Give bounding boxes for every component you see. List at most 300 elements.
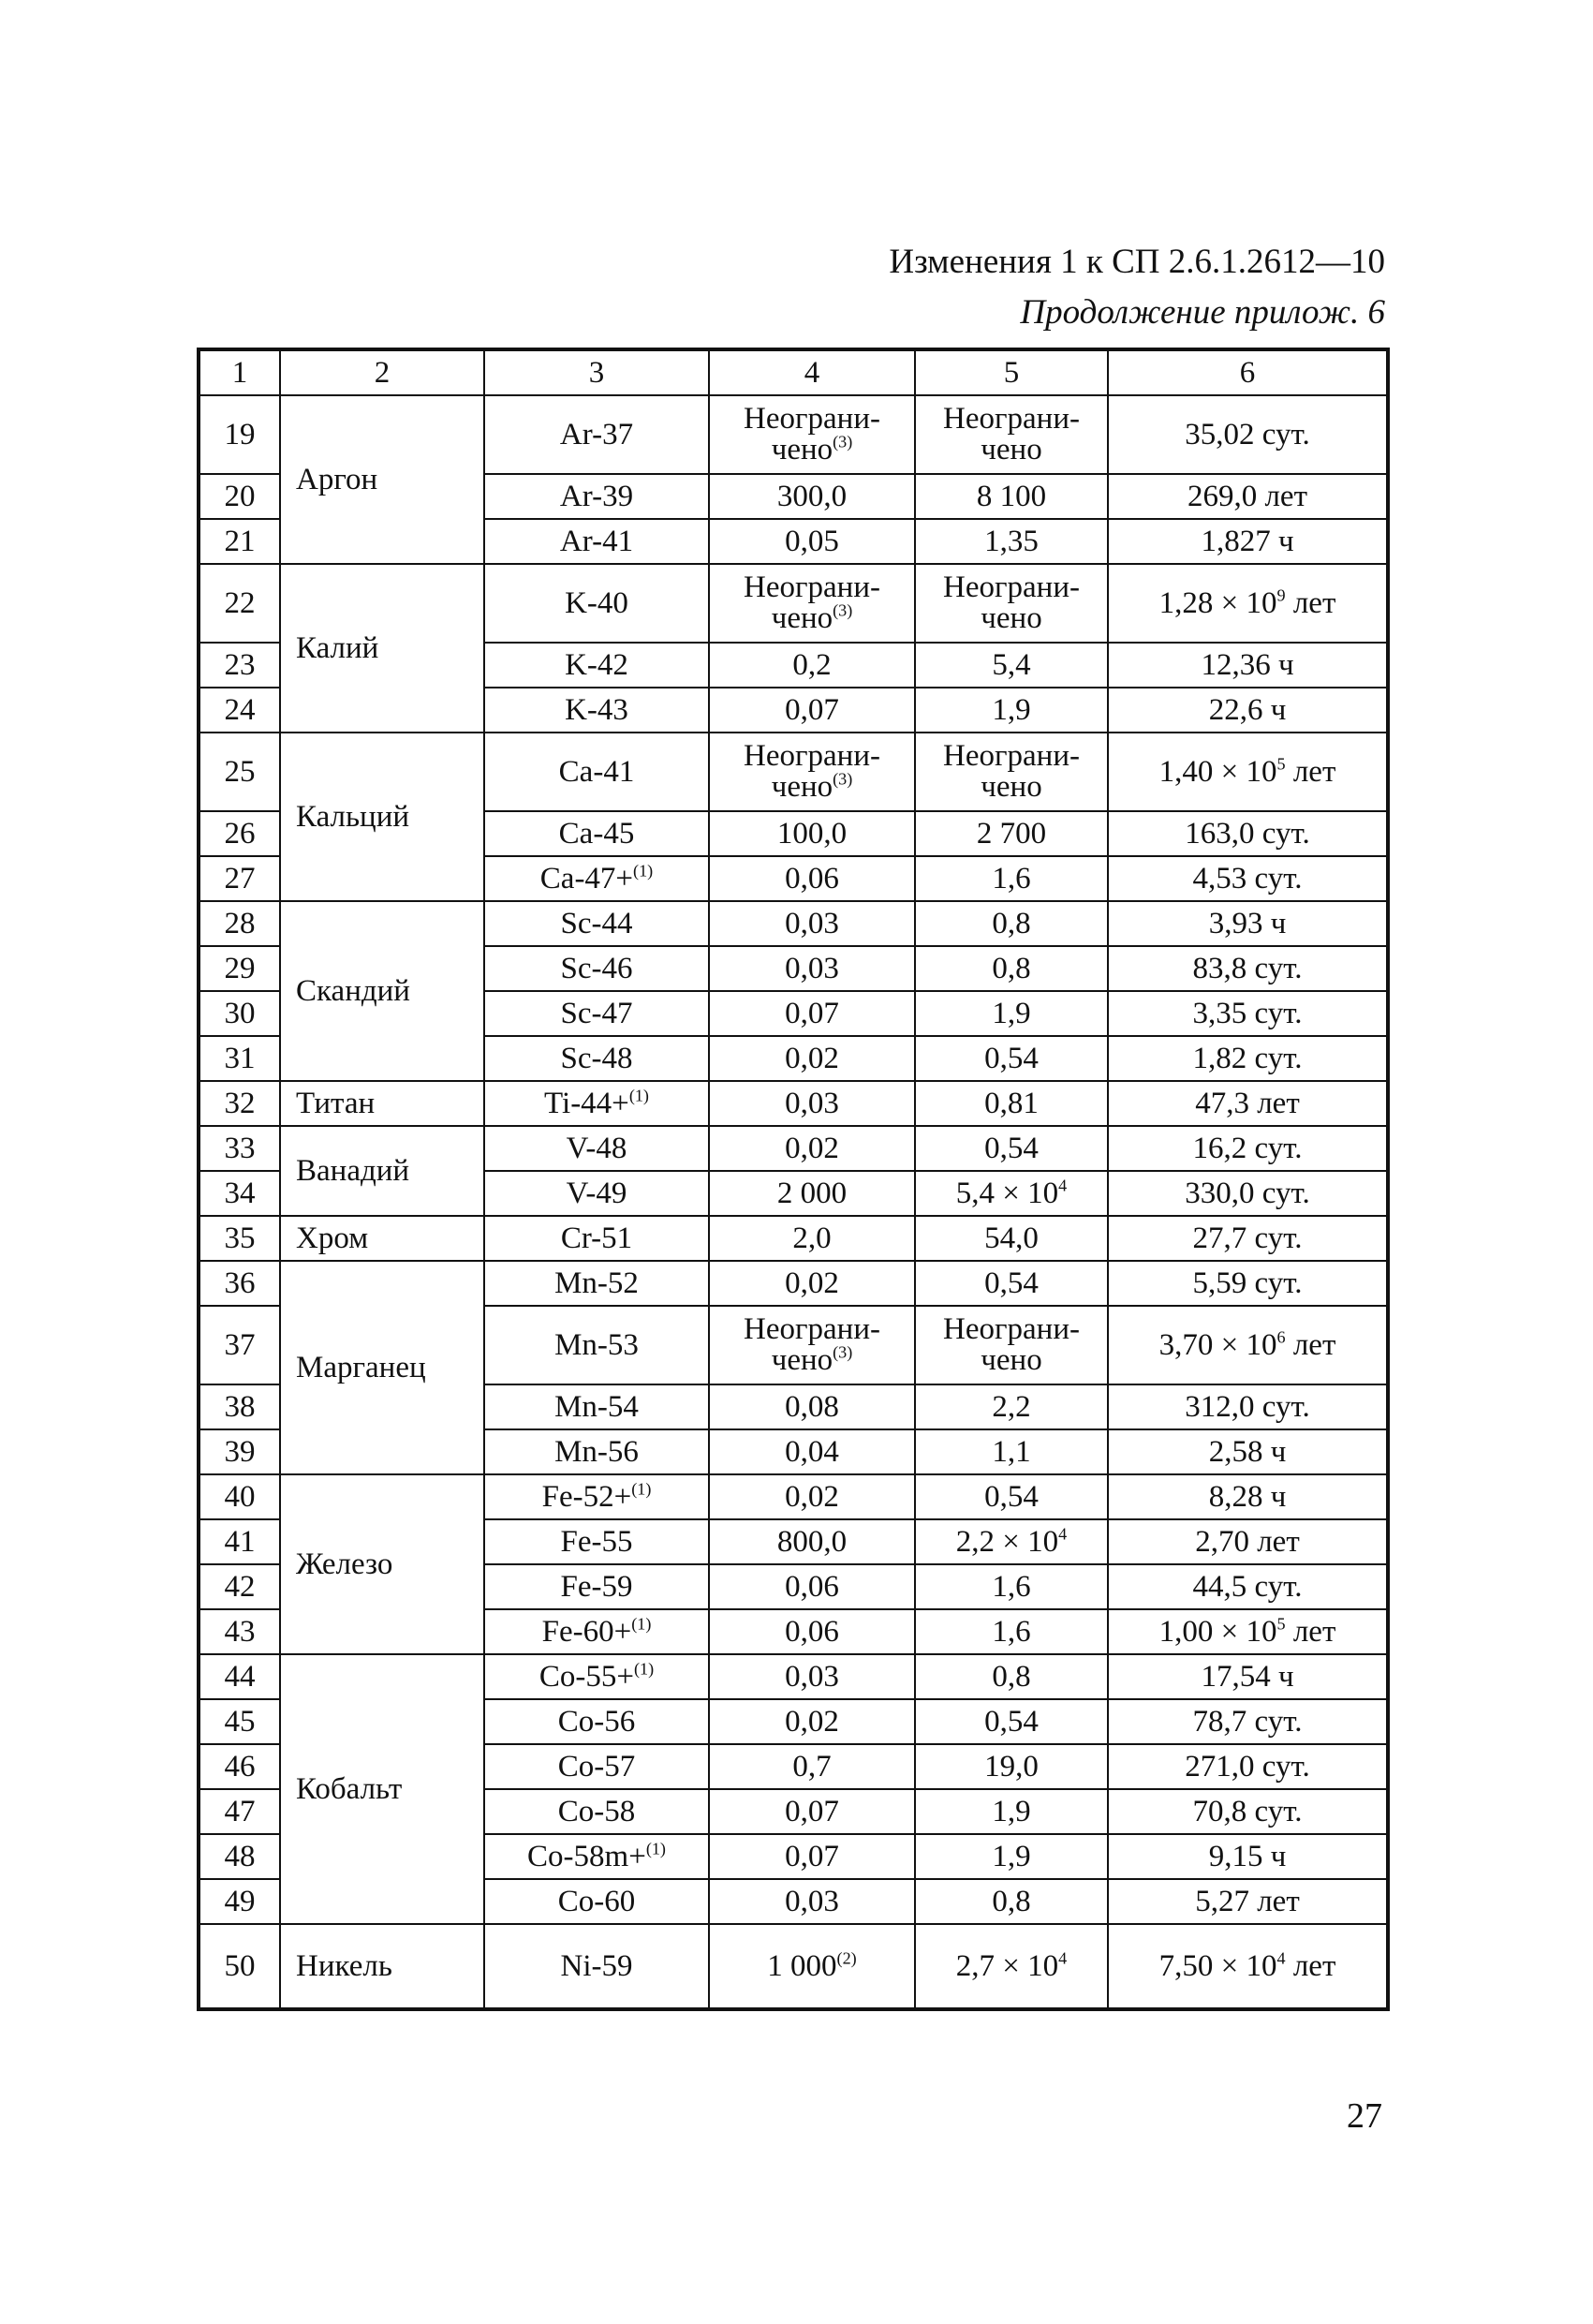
table-row [199, 395, 1388, 474]
half-life-value: 8,28 ч [1208, 1479, 1287, 1514]
nuclide-name: Mn-54 [554, 1389, 639, 1424]
col5-cell [915, 1609, 1108, 1654]
col5-cell [915, 1036, 1108, 1081]
element-name: Калий [280, 564, 484, 733]
footnote-mark: (2) [836, 1947, 857, 1967]
half-life-unit: лет [1285, 1614, 1336, 1649]
nuclide-name: Co-58 [557, 1794, 636, 1828]
nuclide-name: Ar-39 [559, 479, 634, 513]
table-row [199, 1924, 1388, 2009]
col5-cell [915, 1081, 1108, 1126]
nuclide-name: Sc-46 [560, 951, 633, 985]
col4-value: 0,03 [785, 951, 839, 985]
row-number: 37 [199, 1306, 280, 1384]
col5-value: 1,9 [992, 996, 1031, 1030]
nuclide-name: Sc-47 [560, 996, 633, 1030]
col4-value: 0,07 [785, 1839, 839, 1873]
page-number: 27 [1347, 2096, 1382, 2136]
col4-cell [709, 564, 915, 643]
nuclide-cell [484, 1216, 709, 1261]
col4-cell [709, 991, 915, 1036]
footnote-mark: (3) [833, 769, 853, 789]
half-life-cell [1108, 564, 1388, 643]
col4-cell [709, 1564, 915, 1609]
nuclide-cell [484, 991, 709, 1036]
col4-value: Неограни- чено [744, 570, 880, 635]
exponent: 4 [1058, 1175, 1068, 1194]
nuclide-cell [484, 1126, 709, 1171]
half-life-value: 3,35 сут. [1192, 996, 1303, 1030]
half-life-value: 2,70 лет [1195, 1524, 1300, 1559]
col4-cell [709, 1474, 915, 1519]
table-row [199, 564, 1388, 643]
col5-value: 0,8 [992, 951, 1031, 985]
half-life-value: 83,8 сут. [1192, 951, 1303, 985]
nuclide-cell [484, 1789, 709, 1834]
col4-value: 2,0 [792, 1221, 832, 1255]
col5-cell [915, 1171, 1108, 1216]
table-header-row [199, 349, 1388, 395]
half-life-cell [1108, 519, 1388, 564]
col4-cell [709, 1384, 915, 1429]
col5-value: 1,1 [992, 1434, 1031, 1469]
col5-cell [915, 811, 1108, 856]
half-life-cell [1108, 811, 1388, 856]
footnote-mark: (1) [633, 860, 654, 880]
element-name: Хром [280, 1216, 484, 1261]
document-header-subtitle: Продолжение прилож. 6 [1020, 293, 1385, 332]
element-name: Марганец [280, 1261, 484, 1474]
col4-cell [709, 811, 915, 856]
column-header: 6 [1108, 349, 1388, 395]
table-row [199, 1654, 1388, 1699]
col4-value: 800,0 [776, 1524, 848, 1559]
row-number: 31 [199, 1036, 280, 1081]
nuclide-name: Fe-60+ [541, 1614, 632, 1649]
table-row [199, 1126, 1388, 1171]
col4-cell [709, 1834, 915, 1879]
col5-cell [915, 856, 1108, 901]
col5-value: 1,9 [992, 692, 1031, 727]
nuclide-cell [484, 901, 709, 946]
exponent: 4 [1058, 1947, 1068, 1967]
col5-cell [915, 1429, 1108, 1474]
col5-value: 54,0 [984, 1221, 1039, 1255]
nuclide-name: V-48 [566, 1131, 627, 1165]
half-life-value: 330,0 сут. [1185, 1176, 1310, 1210]
row-number: 36 [199, 1261, 280, 1306]
col4-cell [709, 1429, 915, 1474]
half-life-cell [1108, 856, 1388, 901]
col5-value: 2,2 [992, 1389, 1031, 1424]
col4-value: 0,05 [785, 524, 839, 558]
nuclide-cell [484, 519, 709, 564]
half-life-cell [1108, 1081, 1388, 1126]
element-name: Никель [280, 1924, 484, 2009]
half-life-cell [1108, 1171, 1388, 1216]
nuclide-name: Mn-56 [554, 1434, 639, 1469]
nuclide-name: Sc-48 [560, 1041, 633, 1075]
col4-value: 0,04 [785, 1434, 839, 1469]
exponent: 4 [1058, 1523, 1068, 1543]
footnote-mark: (3) [833, 432, 853, 451]
nuclide-cell [484, 1306, 709, 1384]
col5-value: 1,6 [992, 1569, 1031, 1604]
col5-value: 0,54 [984, 1041, 1039, 1075]
half-life-cell [1108, 1564, 1388, 1609]
nuclide-name: K-42 [565, 647, 628, 682]
row-number: 23 [199, 643, 280, 688]
col5-cell [915, 1126, 1108, 1171]
nuclide-cell [484, 1879, 709, 1924]
col4-value: Неограни- чено [744, 1312, 880, 1377]
col5-cell [915, 1261, 1108, 1306]
col5-cell [915, 1699, 1108, 1744]
nuclide-name: Co-57 [557, 1749, 636, 1784]
nuclide-cell [484, 1609, 709, 1654]
nuclide-cell [484, 688, 709, 733]
col5-cell [915, 991, 1108, 1036]
col4-value: 2 000 [776, 1176, 848, 1210]
col4-cell [709, 1879, 915, 1924]
col4-cell [709, 901, 915, 946]
nuclide-cell [484, 474, 709, 519]
half-life-cell [1108, 1834, 1388, 1879]
col4-value: 0,7 [792, 1749, 832, 1784]
half-life-cell [1108, 1879, 1388, 1924]
half-life-cell [1108, 395, 1388, 474]
nuclide-name: Ca-47+ [539, 861, 634, 896]
row-number: 21 [199, 519, 280, 564]
row-number: 46 [199, 1744, 280, 1789]
col5-value: 8 100 [976, 479, 1047, 513]
col5-value: 1,9 [992, 1839, 1031, 1873]
col4-value: Неограни- чено [744, 739, 880, 804]
nuclide-name: Ca-45 [558, 816, 635, 851]
col4-value: 0,02 [785, 1131, 839, 1165]
col4-value: 0,07 [785, 1794, 839, 1828]
col4-cell [709, 519, 915, 564]
row-number: 50 [199, 1924, 280, 2009]
row-number: 26 [199, 811, 280, 856]
half-life-value: 16,2 сут. [1192, 1131, 1303, 1165]
half-life-cell [1108, 1654, 1388, 1699]
half-life-unit: лет [1285, 1948, 1336, 1983]
row-number: 49 [199, 1879, 280, 1924]
half-life-value: 9,15 ч [1208, 1839, 1287, 1873]
col4-cell [709, 1519, 915, 1564]
col4-cell [709, 1126, 915, 1171]
row-number: 33 [199, 1126, 280, 1171]
nuclide-name: Fe-55 [560, 1524, 633, 1559]
row-number: 29 [199, 946, 280, 991]
exponent: 9 [1276, 585, 1286, 604]
col4-cell [709, 688, 915, 733]
nuclide-name: Ar-41 [559, 524, 634, 558]
col5-cell [915, 901, 1108, 946]
nuclide-cell [484, 946, 709, 991]
half-life-cell [1108, 901, 1388, 946]
col5-value: 0,8 [992, 1659, 1031, 1694]
nuclide-name: Cr-51 [560, 1221, 633, 1255]
half-life-cell [1108, 643, 1388, 688]
row-number: 40 [199, 1474, 280, 1519]
row-number: 27 [199, 856, 280, 901]
col5-cell [915, 1306, 1108, 1384]
nuclide-name: Fe-52+ [541, 1479, 632, 1514]
col5-value: Неограни- чено [943, 570, 1080, 635]
nuclide-name: K-40 [565, 585, 628, 620]
col4-value: 0,03 [785, 1086, 839, 1120]
col5-cell [915, 1564, 1108, 1609]
col4-cell [709, 1744, 915, 1789]
table-row [199, 1261, 1388, 1306]
nuclide-name: Ca-41 [558, 754, 635, 789]
nuclide-cell [484, 643, 709, 688]
row-number: 34 [199, 1171, 280, 1216]
half-life-value: 312,0 сут. [1185, 1389, 1310, 1424]
col4-cell [709, 1306, 915, 1384]
nuclide-cell [484, 1699, 709, 1744]
row-number: 35 [199, 1216, 280, 1261]
col5-value: 1,6 [992, 861, 1031, 896]
col4-value: 0,07 [785, 692, 839, 727]
nuclide-cell [484, 1171, 709, 1216]
col5-value: 2,7 × 10 [955, 1948, 1059, 1983]
nuclide-cell [484, 1834, 709, 1879]
half-life-value: 47,3 лет [1195, 1086, 1300, 1120]
half-life-cell [1108, 1216, 1388, 1261]
col4-cell [709, 474, 915, 519]
col4-cell [709, 643, 915, 688]
half-life-cell [1108, 1384, 1388, 1429]
col4-cell [709, 1789, 915, 1834]
half-life-value: 271,0 сут. [1185, 1749, 1310, 1784]
column-header: 2 [280, 349, 484, 395]
nuclide-cell [484, 733, 709, 811]
col5-value: 0,81 [984, 1086, 1039, 1120]
nuclide-cell [484, 564, 709, 643]
row-number: 24 [199, 688, 280, 733]
half-life-value: 17,54 ч [1201, 1659, 1294, 1694]
half-life-value: 269,0 лет [1187, 479, 1308, 513]
col5-cell [915, 1654, 1108, 1699]
footnote-mark: (1) [631, 1478, 652, 1498]
column-header: 4 [709, 349, 915, 395]
half-life-value: 12,36 ч [1201, 647, 1294, 682]
col4-value: 0,02 [785, 1479, 839, 1514]
nuclide-cell [484, 1744, 709, 1789]
col4-cell [709, 395, 915, 474]
nuclide-cell [484, 856, 709, 901]
col4-value: 300,0 [776, 479, 848, 513]
element-name: Железо [280, 1474, 484, 1654]
col4-cell [709, 1171, 915, 1216]
row-number: 41 [199, 1519, 280, 1564]
element-name: Аргон [280, 395, 484, 564]
col4-cell [709, 856, 915, 901]
row-number: 28 [199, 901, 280, 946]
col4-value: 0,06 [785, 861, 839, 896]
exponent: 5 [1276, 753, 1286, 773]
half-life-value: 4,53 сут. [1192, 861, 1303, 896]
nuclide-name: Sc-44 [560, 906, 633, 940]
col4-value: 0,03 [785, 1659, 839, 1694]
col5-value: 0,54 [984, 1704, 1039, 1739]
nuclide-name: Co-58m+ [527, 1839, 646, 1873]
footnote-mark: (1) [631, 1613, 652, 1633]
col5-cell [915, 519, 1108, 564]
nuclide-cell [484, 1429, 709, 1474]
half-life-value: 1,82 сут. [1192, 1041, 1303, 1075]
footnote-mark: (3) [833, 1342, 853, 1362]
half-life-value: 1,28 × 10 [1158, 585, 1277, 620]
half-life-value: 22,6 ч [1208, 692, 1287, 727]
col4-value: 0,2 [792, 647, 832, 682]
col4-cell [709, 1654, 915, 1699]
document-header-title: Изменения 1 к СП 2.6.1.2612—10 [889, 243, 1385, 281]
half-life-cell [1108, 688, 1388, 733]
col5-value: 1,6 [992, 1614, 1031, 1649]
nuclide-cell [484, 1474, 709, 1519]
nuclide-name: Co-56 [557, 1704, 636, 1739]
exponent: 4 [1276, 1947, 1286, 1967]
half-life-value: 70,8 сут. [1192, 1794, 1303, 1828]
col5-value: 1,9 [992, 1794, 1031, 1828]
half-life-value: 1,00 × 10 [1158, 1614, 1277, 1649]
row-number: 32 [199, 1081, 280, 1126]
half-life-unit: лет [1285, 585, 1336, 620]
half-life-cell [1108, 1519, 1388, 1564]
half-life-cell [1108, 1609, 1388, 1654]
nuclide-name: Mn-52 [554, 1266, 639, 1300]
col4-value: 0,02 [785, 1266, 839, 1300]
half-life-value: 2,58 ч [1208, 1434, 1287, 1469]
half-life-value: 35,02 сут. [1185, 417, 1310, 451]
col5-value: 2 700 [976, 816, 1047, 851]
half-life-value: 5,27 лет [1195, 1884, 1300, 1918]
half-life-cell [1108, 1036, 1388, 1081]
col5-value: 1,35 [984, 524, 1039, 558]
col5-value: 19,0 [984, 1749, 1039, 1784]
col5-value: 5,4 [992, 647, 1031, 682]
col5-cell [915, 1216, 1108, 1261]
col5-cell [915, 733, 1108, 811]
col5-cell [915, 1879, 1108, 1924]
half-life-cell [1108, 1744, 1388, 1789]
row-number: 20 [199, 474, 280, 519]
row-number: 48 [199, 1834, 280, 1879]
col5-cell [915, 1519, 1108, 1564]
nuclide-cell [484, 1924, 709, 2009]
nuclide-name: Ti-44+ [544, 1086, 629, 1120]
element-name: Титан [280, 1081, 484, 1126]
col5-cell [915, 946, 1108, 991]
half-life-value: 3,70 × 10 [1158, 1327, 1277, 1362]
element-name: Ванадий [280, 1126, 484, 1216]
half-life-cell [1108, 1429, 1388, 1474]
col5-value: 0,54 [984, 1479, 1039, 1514]
table-row [199, 901, 1388, 946]
col4-cell [709, 946, 915, 991]
nuclide-cell [484, 1036, 709, 1081]
footnote-mark: (1) [645, 1838, 666, 1858]
half-life-cell [1108, 1474, 1388, 1519]
table-row [199, 1474, 1388, 1519]
footnote-mark: (3) [833, 600, 853, 620]
col4-value: 0,06 [785, 1614, 839, 1649]
col4-value: 0,08 [785, 1389, 839, 1424]
col4-cell [709, 1924, 915, 2009]
column-header: 3 [484, 349, 709, 395]
col5-cell [915, 1474, 1108, 1519]
half-life-value: 78,7 сут. [1192, 1704, 1303, 1739]
half-life-cell [1108, 1261, 1388, 1306]
half-life-value: 7,50 × 10 [1158, 1948, 1277, 1983]
col4-cell [709, 1081, 915, 1126]
row-number: 25 [199, 733, 280, 811]
exponent: 5 [1276, 1613, 1286, 1633]
nuclide-name: Mn-53 [554, 1327, 639, 1362]
col5-cell [915, 395, 1108, 474]
half-life-cell [1108, 1924, 1388, 2009]
half-life-value: 27,7 сут. [1192, 1221, 1303, 1255]
col5-cell [915, 643, 1108, 688]
col5-cell [915, 474, 1108, 519]
nuclide-cell [484, 811, 709, 856]
col4-value: 0,03 [785, 1884, 839, 1918]
col5-cell [915, 1384, 1108, 1429]
col4-cell [709, 1699, 915, 1744]
half-life-value: 3,93 ч [1208, 906, 1287, 940]
half-life-value: 44,5 сут. [1192, 1569, 1303, 1604]
half-life-cell [1108, 1789, 1388, 1834]
nuclide-name: Ni-59 [560, 1948, 633, 1983]
col5-value: Неограни- чено [943, 402, 1080, 466]
nuclide-name: Ar-37 [559, 417, 634, 451]
column-header: 5 [915, 349, 1108, 395]
col4-value: 0,06 [785, 1569, 839, 1604]
half-life-cell [1108, 474, 1388, 519]
nuclide-name: Co-55+ [538, 1659, 634, 1694]
table-row [199, 1081, 1388, 1126]
row-number: 44 [199, 1654, 280, 1699]
half-life-cell [1108, 733, 1388, 811]
row-number: 39 [199, 1429, 280, 1474]
row-number: 45 [199, 1699, 280, 1744]
nuclide-cell [484, 1081, 709, 1126]
half-life-value: 1,40 × 10 [1158, 754, 1277, 789]
element-name: Кальций [280, 733, 484, 901]
nuclide-cell [484, 395, 709, 474]
nuclide-name: Co-60 [557, 1884, 636, 1918]
col5-value: Неограни- чено [943, 1312, 1080, 1377]
half-life-cell [1108, 1306, 1388, 1384]
col4-value: 100,0 [776, 816, 848, 851]
half-life-value: 5,59 сут. [1192, 1266, 1303, 1300]
half-life-value: 163,0 сут. [1185, 816, 1310, 851]
exponent: 6 [1276, 1326, 1286, 1346]
col4-value: 0,07 [785, 996, 839, 1030]
half-life-cell [1108, 1699, 1388, 1744]
row-number: 43 [199, 1609, 280, 1654]
col5-value: 2,2 × 10 [955, 1524, 1059, 1559]
col5-cell [915, 1744, 1108, 1789]
col4-cell [709, 733, 915, 811]
nuclide-name: K-43 [565, 692, 628, 727]
col4-cell [709, 1609, 915, 1654]
nuclide-name: V-49 [566, 1176, 627, 1210]
